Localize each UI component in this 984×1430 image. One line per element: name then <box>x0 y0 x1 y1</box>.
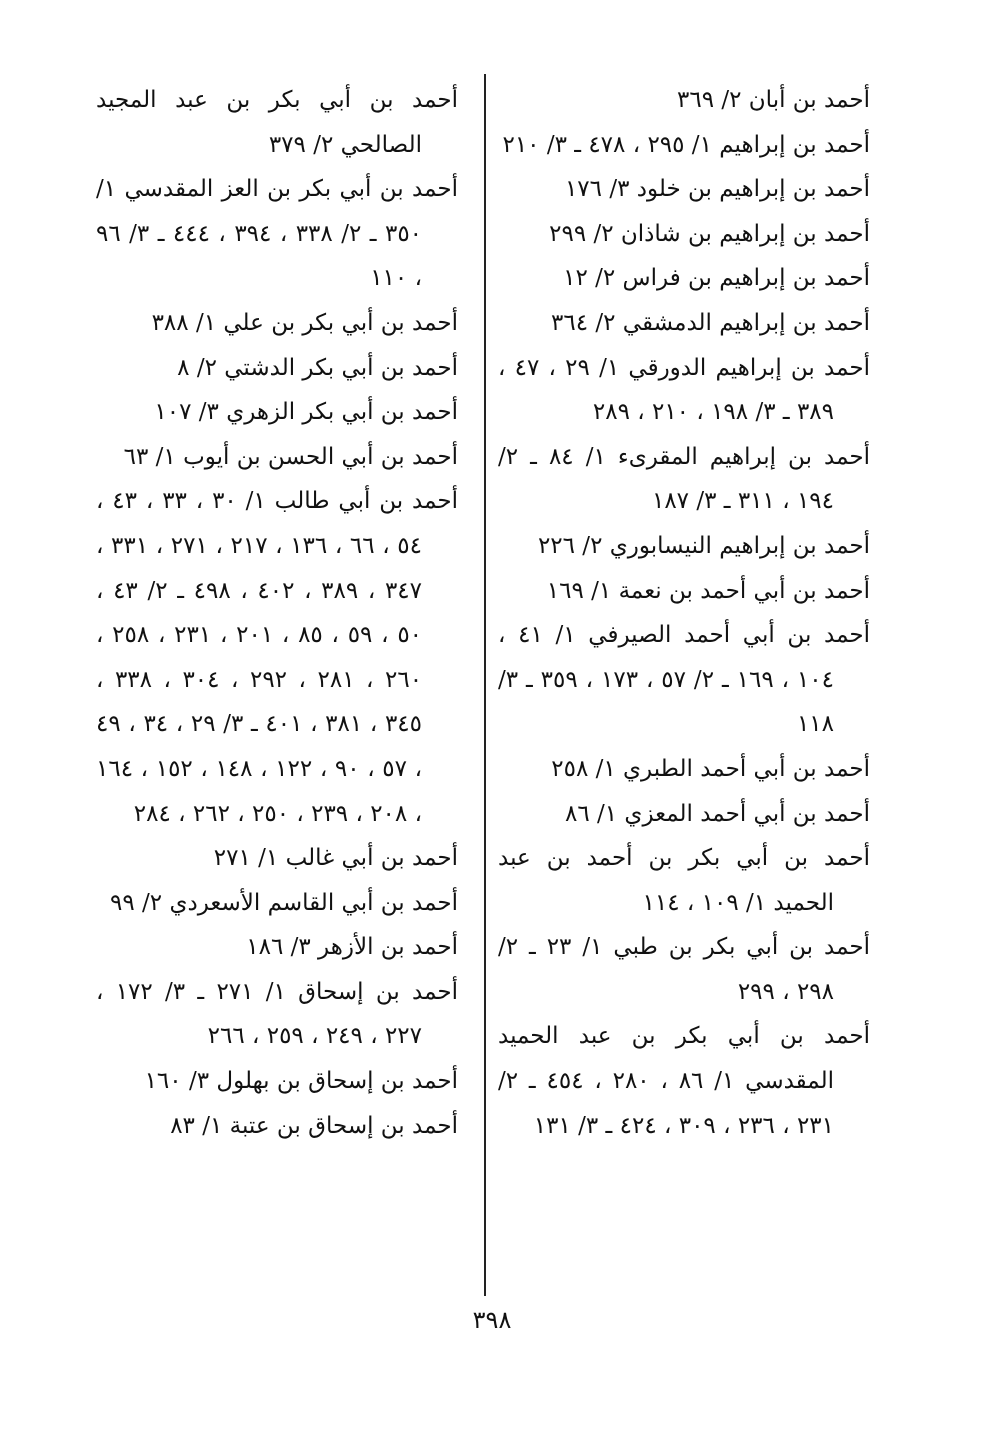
index-entry: أحمد بن إبراهيم الدورقي ١/ ٢٩ ، ٤٧ ، ٣٨٩ ـ ٣/ ١٩٨ ، ٢١٠ ، ٢٨٩ <box>498 354 870 426</box>
index-entry: أحمد بن أبي أحمد المعزي ١/ ٨٦ <box>564 800 870 827</box>
index-entry: أحمد بن أبي أحمد بن نعمة ١/ ١٦٩ <box>546 577 870 604</box>
index-entry: أحمد بن إبراهيم بن خلود ٣/ ١٧٦ <box>564 176 870 203</box>
index-entry: أحمد بن أبي غالب ١/ ٢٧١ <box>213 845 458 872</box>
index-entry: أحمد بن أبي بكر بن عبد الحميد المقدسي ١/ ٨٦ ، ٢٨٠ ، ٤٥٤ ـ ٢/ ٢٣١ ، ٢٣٦ ، ٣٠٩ ، ٤٢٤ ـ ٣/ ١٣١ <box>498 1023 870 1139</box>
right-column <box>498 78 870 1148</box>
index-entry: أحمد بن أبي بكر بن أحمد بن عبد الحميد ١/ ١٠٩ ، ١١٤ <box>498 845 870 916</box>
left-column <box>96 78 458 1148</box>
index-entry: أحمد بن إبراهيم بن شاذان ٢/ ٢٩٩ <box>549 220 870 247</box>
index-entry: أحمد بن أبان ٢/ ٣٦٩ <box>677 87 870 113</box>
index-entry: أحمد بن الأزهر ٣/ ١٨٦ <box>246 934 458 961</box>
index-entry: أحمد بن أبي بكر بن طبي ١/ ٢٣ ـ ٢/ ٢٩٨ ، ٢٩٩ <box>498 934 870 1005</box>
column-divider <box>484 74 486 1296</box>
index-entry: أحمد بن إبراهيم ١/ ٢٩٥ ، ٤٧٨ ـ ٣/ ٢١٠ <box>502 131 870 158</box>
index-entry: أحمد بن إسحاق بن بهلول ٣/ ١٦٠ <box>144 1068 458 1095</box>
index-entry: أحمد بن إبراهيم النيسابوري ٢/ ٢٢٦ <box>537 532 870 559</box>
index-entry: أحمد بن إبراهيم المقرىء ١/ ٨٤ ـ ٢/ ١٩٤ ، ٣١١ ـ ٣/ ١٨٧ <box>498 443 870 515</box>
page-number: ٣٩٨ <box>472 1306 512 1334</box>
index-entry: أحمد بن أبي القاسم الأسعردي ٢/ ٩٩ <box>110 889 458 916</box>
index-entry: أحمد بن أبي بكر بن عبد المجيد الصالحي ٢/ ٣٧٩ <box>96 87 458 158</box>
index-entry: أحمد بن أبي بكر الدشتي ٢/ ٨ <box>177 354 458 381</box>
index-entry: أحمد بن أبي أحمد الصيرفي ١/ ٤١ ، ١٠٤ ، ١٦٩ ـ ٢/ ٥٧ ، ١٧٣ ، ٣٥٩ ـ ٣/ ١١٨ <box>498 622 870 738</box>
index-entry: أحمد بن أبي الحسن بن أيوب ١/ ٦٣ <box>123 443 458 470</box>
index-entry: أحمد بن إبراهيم بن فراس ٢/ ١٢ <box>563 265 870 292</box>
index-entry: أحمد بن أبي بكر الزهري ٣/ ١٠٧ <box>154 399 458 426</box>
index-entry: أحمد بن إبراهيم الدمشقي ٢/ ٣٦٤ <box>551 309 870 336</box>
index-entry: أحمد بن أبي أحمد الطبري ١/ ٢٥٨ <box>551 755 870 782</box>
index-entry: أحمد بن أبي بكر بن العز المقدسي ١/ ٣٥٠ ـ ٢/ ٣٣٨ ، ٣٩٤ ، ٤٤٤ ـ ٣/ ٩٦ ، ١١٠ <box>96 176 458 292</box>
index-entry: أحمد بن أبي بكر بن علي ١/ ٣٨٨ <box>151 309 458 336</box>
index-entry: أحمد بن إسحاق ١/ ٢٧١ ـ ٣/ ١٧٢ ، ٢٢٧ ، ٢٤٩ ، ٢٥٩ ، ٢٦٦ <box>96 978 458 1050</box>
index-entry: أحمد بن إسحاق بن عتبة ١/ ٨٣ <box>170 1112 458 1139</box>
index-entry: أحمد بن أبي طالب ١/ ٣٠ ، ٣٣ ، ٤٣ ، ٥٤ ، ٦٦ ، ١٣٦ ، ٢١٧ ، ٢٧١ ، ٣٣١ ، ٣٤٧ ، ٣٨٩ ، ٤٠٢ ، ٤٩٨ ـ ٢/ ٤٣ ، ٥٠ ، ٥٩ ، ٨٥ ، ٢٠١ ، ٢٣١ ، ٢٥٨ ، ٢٦٠ ، ٢٨١ ، ٢٩٢ ، ٣٠٤ ، ٣٣٨ ، ٣٤٥ ، ٣٨١ ، ٤٠١ ـ ٣/ ٢٩ ، ٣٤ ، ٤٩ ، ٥٧ ، ٩٠ ، ١٢٢ ، ١٤٨ ، ١٥٢ ، ١٦٤ ، ٢٠٨ ، ٢٣٩ ، ٢٥٠ ، ٢٦٢ ، ٢٨٤ <box>96 488 459 827</box>
